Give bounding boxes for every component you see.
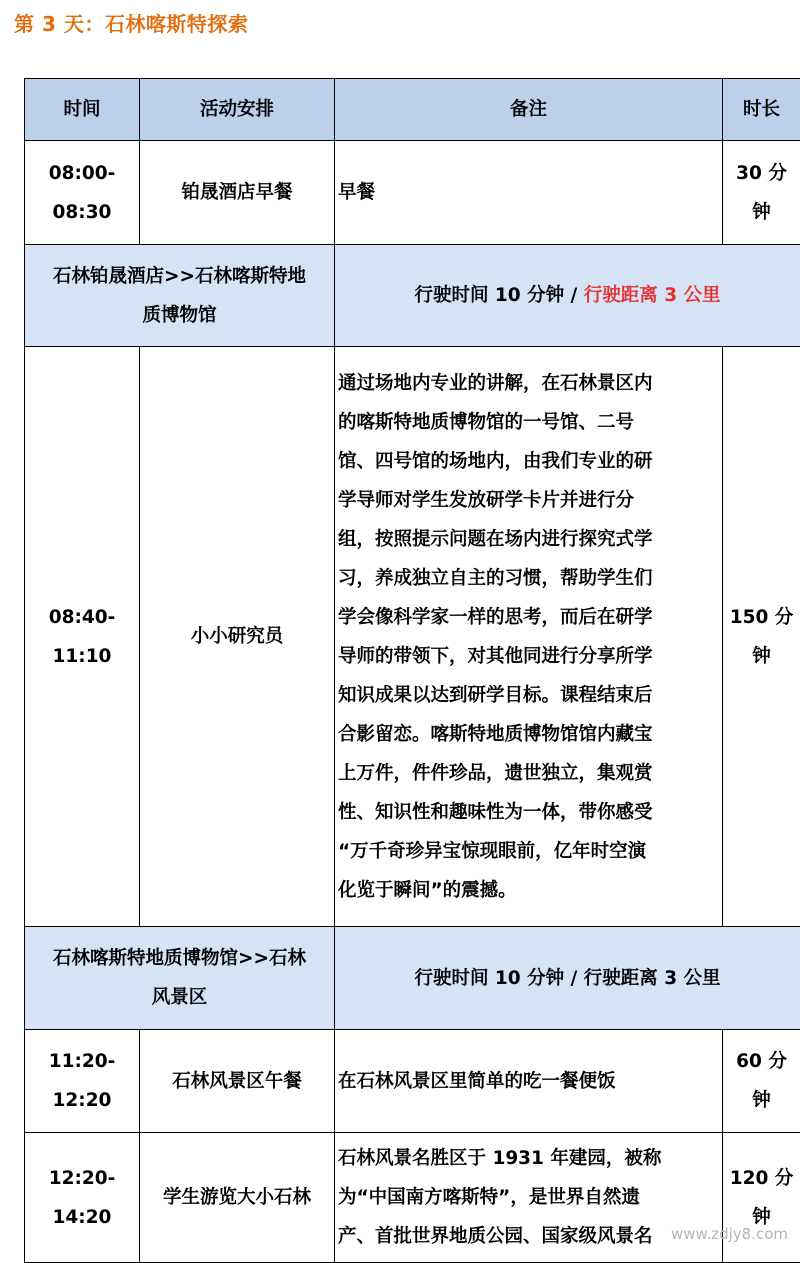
table-row	[25, 347, 800, 927]
time-cell: 08:00- 08:30	[25, 141, 140, 245]
route-cell: 石林铂晟酒店>>石林喀斯特地 质博物馆	[25, 245, 335, 347]
table-row	[25, 1133, 800, 1263]
remark-cell: 石林风景名胜区于 1931 年建园，被称 为“中国南方喀斯特”，是世界自然遗 产、首批世界地质公园、国家级风景名	[335, 1133, 723, 1263]
duration-cell: 30 分 钟	[723, 141, 800, 245]
table-row-travel	[25, 245, 800, 347]
duration-cell: 120 分 钟	[723, 1133, 800, 1263]
table-row	[25, 1030, 800, 1133]
header-time: 时间	[25, 79, 140, 141]
header-remark: 备注	[335, 79, 723, 141]
duration-cell: 150 分 钟	[723, 347, 800, 927]
travel-info-cell: 行驶时间 10 分钟 / 行驶距离 3 公里	[335, 927, 800, 1030]
time-cell: 12:20- 14:20	[25, 1133, 140, 1263]
remark-cell: 通过场地内专业的讲解，在石林景区内 的喀斯特地质博物馆的一号馆、二号 馆、四号馆的场地内，由我们专业的研 学导师对学生发放研学卡片并进行分 组，按照提示问题在场内进行探究式学 习，养成独立自主的习惯，帮助学生们 学会像科学家一样的思考，而后在研学 导师的带领下，对其他同进行分享所学 知识成果以达到研学目标。课程结束后 合影留恋。喀斯特地质博物馆馆内藏宝 上万件，件件珍品，遗世独立，集观赏 性、知识性和趣味性为一体，带你感受 “万千奇珍异宝惊现眼前，亿年时空演 化览于瞬间”的震撼。	[335, 347, 723, 927]
activity-cell: 小小研究员	[140, 347, 335, 927]
activity-cell: 石林风景区午餐	[140, 1030, 335, 1133]
activity-cell: 学生游览大小石林	[140, 1133, 335, 1263]
travel-info-cell	[335, 245, 800, 347]
time-cell: 11:20- 12:20	[25, 1030, 140, 1133]
itinerary-table	[24, 78, 800, 1263]
remark-cell: 早餐	[335, 141, 723, 245]
watermark: www.zdjy8.com	[671, 1225, 788, 1243]
header-activity: 活动安排	[140, 79, 335, 141]
duration-cell: 60 分 钟	[723, 1030, 800, 1133]
table-row	[25, 141, 800, 245]
remark-cell: 在石林风景区里简单的吃一餐便饭	[335, 1030, 723, 1133]
time-cell: 08:40- 11:10	[25, 347, 140, 927]
table-row-travel	[25, 927, 800, 1030]
route-cell: 石林喀斯特地质博物馆>>石林 风景区	[25, 927, 335, 1030]
table-header-row	[25, 79, 800, 141]
header-duration: 时长	[723, 79, 800, 141]
travel-time: 行驶时间 10 分钟 /	[414, 285, 583, 306]
travel-distance: 行驶距离 3 公里	[584, 285, 721, 306]
day-title: 第 3 天：石林喀斯特探索	[14, 8, 248, 37]
activity-cell: 铂晟酒店早餐	[140, 141, 335, 245]
